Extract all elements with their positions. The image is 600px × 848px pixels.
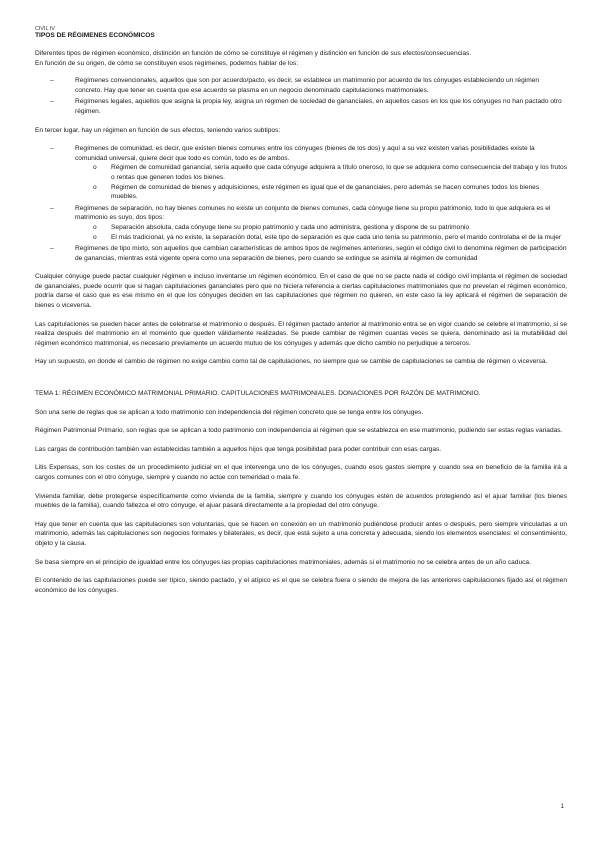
- list-item: – Regímenes legales, aquellos que asigna la propia ley, asigna un régimen de sociedad de gananciales, en aquellos casos en los que los cónyuges no han pactado otro régimen.: [35, 97, 567, 116]
- origin-list: [35, 76, 567, 116]
- paragraph: Vivienda familiar, debe protegerse específicamente como vivienda de la familia, siempre y cuando los cónyuges estén de acuerdos protegiendo así el ajuar familiar (los bienes muebles de la familia), cuando fallezca el otro cónyuge, el ajuar pasará directamente a la propiedad del otro cónyuge.: [35, 492, 567, 510]
- intro-line-1: Diferentes tipos de régimen económico, distinción en función de cómo se constituye el régimen y distinción en función de sus efectos/consecuencias.: [35, 50, 472, 57]
- paragraph: Se basa siempre en el principio de igualdad entre los cónyuges las propias capitulaciones matrimoniales, además si el matrimonio no se celebra antes de un año caduca.: [35, 558, 531, 566]
- paragraph: Hay que tener en cuenta que las capitulaciones son voluntarias, que se hacen en conexión en un matrimonio pudiéndose producir antes o después, pero siempre vinculadas a un matrimonio, además las capitulaciones son negocios formales y bilaterales, es decir, que está sujeto a una concreta y adecuada, siendo los elementos esenciales: el consentimiento, objeto y la causa.: [35, 520, 567, 547]
- sub-list-item: o El más tradicional, ya no existe, la separación dotal, este tipo de separación es que cada uno tenía su patrimonio, pero el marido controlaba el de la mujer: [75, 233, 567, 243]
- intro-line-2: En función de su origen, de cómo se constituyen esos regímenes, podemos hablar de los:: [35, 59, 299, 67]
- list-item-mixto: – Regímenes de tipo mixto, son aquellos que cambian características de ambos tipos de regímenes anteriores, según el código civil lo denomina régimen de participación de ganancias, mientras está vigente opera como una separación de bienes, pero cuando se extingue se asimila al régimen de comunidad: [35, 244, 567, 263]
- list-item-separacion: [35, 204, 567, 242]
- sub-list: [75, 223, 567, 242]
- effects-list: [35, 144, 567, 263]
- list-item-text: Regímenes de comunidad, es decir, que existen bienes comunes entre los cónyuges (bienes de los dos) y aquí a su vez existen varias posibilidades existe la comunidad universal, quiere decir que todo es común, todo es de ambos.: [75, 145, 535, 162]
- list-item-text: Regímenes de separación, no hay bienes comunes no existe un conjunto de bienes comunes, cada cónyuge tiene su propio patrimonio, todo lo que adquiera es el matrimonio es suyo, dos tipos:: [75, 204, 551, 222]
- paragraph: Las cargas de contribución también van establecidas también a aquellos hijos que tenga posibilidad para poder contribuir con esas cargas.: [35, 445, 442, 453]
- paragraph: Hay un supuesto, en donde el cambio de régimen no exige cambio como tal de capitulaciones, no siempre que se cambie de capitulaciones se cambia de régimen o viceversa.: [35, 358, 548, 366]
- sub-list-item: o Separación absoluta, cada cónyuge tiene su propio patrimonio y cada uno administra, gestiona y dispone de su patrimonio: [75, 223, 567, 233]
- paragraph: Son una serie de reglas que se aplican a todo matrimonio con independencia del régimen concreto que se tenga entre los cónyuges.: [35, 408, 424, 416]
- document-title: TIPOS DE RÉGIMENES ECONÓMICOS: [35, 32, 155, 39]
- list-item: – Regímenes convencionales, aquellos que son por acuerdo/pacto, es decir, se establece un matrimonio por acuerdo de los cónyuges estableciendo un régimen concreto. Hay que tener en cuenta que ese acuerdo se plasma en un negocio denominado capitulaciones matrimoniales.: [35, 76, 567, 95]
- effects-intro: En tercer lugar, hay un régimen en función de sus efectos, teniendo varios subtipos:: [35, 126, 281, 134]
- list-item-comunidad: [35, 144, 567, 202]
- sub-list-item: o Régimen de comunidad ganancial, sería aquello que cada cónyuge adquiera a título oneroso, lo que se adquiera como consecuencia del trabajo y los frutos o rentas que generen todos los bienes.: [75, 163, 567, 182]
- paragraph: Las capitulaciones se pueden hacer antes de celebrarse el matrimonio o después. El régimen pactado anterior al matrimonio entra se en vigor cuando se celebre el matrimonio, si se realiza después del matrimonio en el momento que queden válidamente realizadas. Se puede cambiar de régimen cuantas veces se quiera, denominado así la mutabilidad del régimen económico matrimonial, es necesario previamente un acuerdo mutuo de los cónyuges y además que dicho cambio no perjudique a terceros.: [35, 320, 567, 347]
- page-number: 1: [560, 804, 564, 810]
- section-heading: TEMA 1: RÉGIMEN ECONÓMICO MATRIMONIAL PRIMARIO. CAPITULACIONES MATRIMONIALES. DONACIONES POR RAZÓN DE MATRIMONIO.: [35, 390, 481, 398]
- sub-list-item: o Régimen de comunidad de bienes y adquisiciones, este régimen es igual que el de gananciales, pero además se hacen comunes todos los bienes muebles.: [75, 183, 567, 202]
- paragraph: [35, 49, 567, 68]
- course-label: CIVIL IV: [35, 26, 55, 32]
- document-page: [35, 26, 567, 604]
- paragraph: El contenido de las capitulaciones puede ser típico, siendo pactado, y el atípico es el que se celebra fuera o siendo de mejora de las anteriores capitulaciones fijado así el régimen económico de los cónyuges.: [35, 577, 567, 594]
- paragraph: Litis Expensas, son los costes de un procedimiento judicial en el que intervenga uno de los cónyuges, cuando esos gastos siempre y cuando sea en beneficio de la familia irá a cargos comunes con el otro cónyuge, siempre y cuando no actúe con temeridad o mala fe.: [35, 464, 567, 481]
- sub-list: [75, 163, 567, 201]
- paragraph: Régimen Patrimonial Primario, son reglas que se aplican a todo patrimonio con independencia al régimen que se establezca en ese matrimonio, pudiendo ser estas reglas variadas.: [35, 427, 563, 435]
- paragraph: Cualquier cónyuge puede pactar cualquier régimen e incluso inventarse un régimen económico. En el caso de que no se pacte nada el código civil implanta el régimen de sociedad de gananciales, puede ocurrir que si hagan capitulaciones gananciales pero que no hiciera referencia a ciertas capitulaciones matrimoniales que no preveían el régimen económico, podría darse el caso que es ese mismo en el que los cónyuges deciden en las capitulaciones que régimen no quieren, en este caso la ley aplicará el régimen de separación de bienes o viceversa.: [35, 273, 567, 310]
